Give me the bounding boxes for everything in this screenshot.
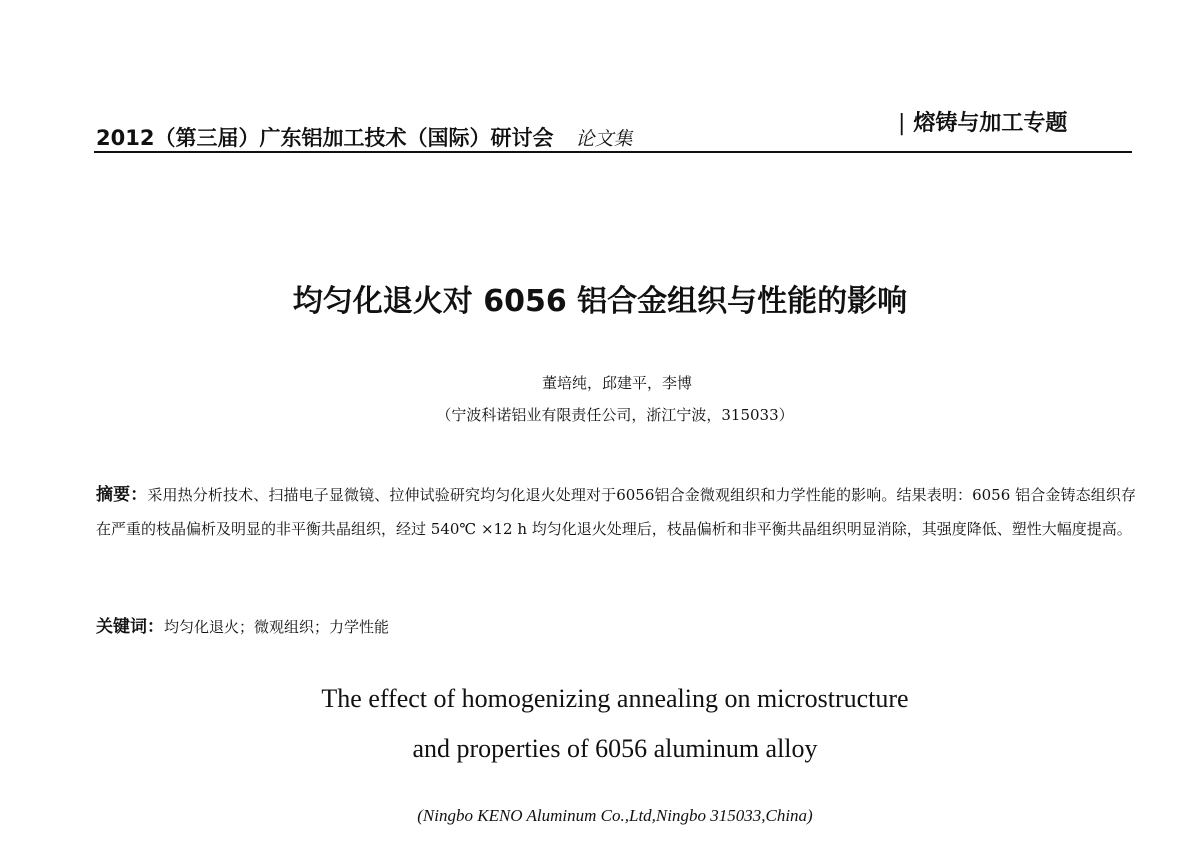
english-title-line-1: The effect of homogenizing annealing on microstructure (321, 684, 909, 713)
section-separator: | (898, 111, 906, 136)
paper-authors: 董培纯，邱建平，李博 (541, 374, 692, 392)
conference-name: 2012（第三届）广东铝加工技术（国际）研讨会 (96, 126, 554, 150)
running-header (96, 122, 632, 152)
keywords-text: 均匀化退火；微观组织；力学性能 (164, 618, 390, 636)
paper-title: 均匀化退火对 6056 铝合金组织与性能的影响 (292, 284, 908, 319)
keywords (96, 612, 389, 637)
abstract (96, 478, 1136, 546)
abstract-label: 摘要： (96, 485, 148, 505)
section-header (898, 106, 1067, 137)
english-affiliation: (Ningbo KENO Aluminum Co.,Ltd,Ningbo 315033,China) (417, 806, 813, 825)
proceedings-tag: 论文集 (575, 128, 633, 150)
english-title-line-2: and properties of 6056 aluminum alloy (412, 734, 818, 763)
paper-affiliation: （宁波科诺铝业有限责任公司，浙江宁波，315033） (436, 406, 794, 424)
keywords-label: 关键词： (96, 617, 164, 637)
header-rule (94, 151, 1132, 153)
section-name: 熔铸与加工专题 (913, 111, 1068, 136)
abstract-text: 采用热分析技术、扫描电子显微镜、拉伸试验研究均匀化退火处理对于6056铝合金微观组织和力学性能的影响。结果表明：6056 铝合金铸态组织存在严重的枝晶偏析及明显的非平衡共晶组织，经过 540℃ ×12 h 均匀化退火处理后，枝晶偏析和非平衡共晶组织明显消除，其强度降低、塑性大幅度提高。 (96, 486, 1137, 538)
